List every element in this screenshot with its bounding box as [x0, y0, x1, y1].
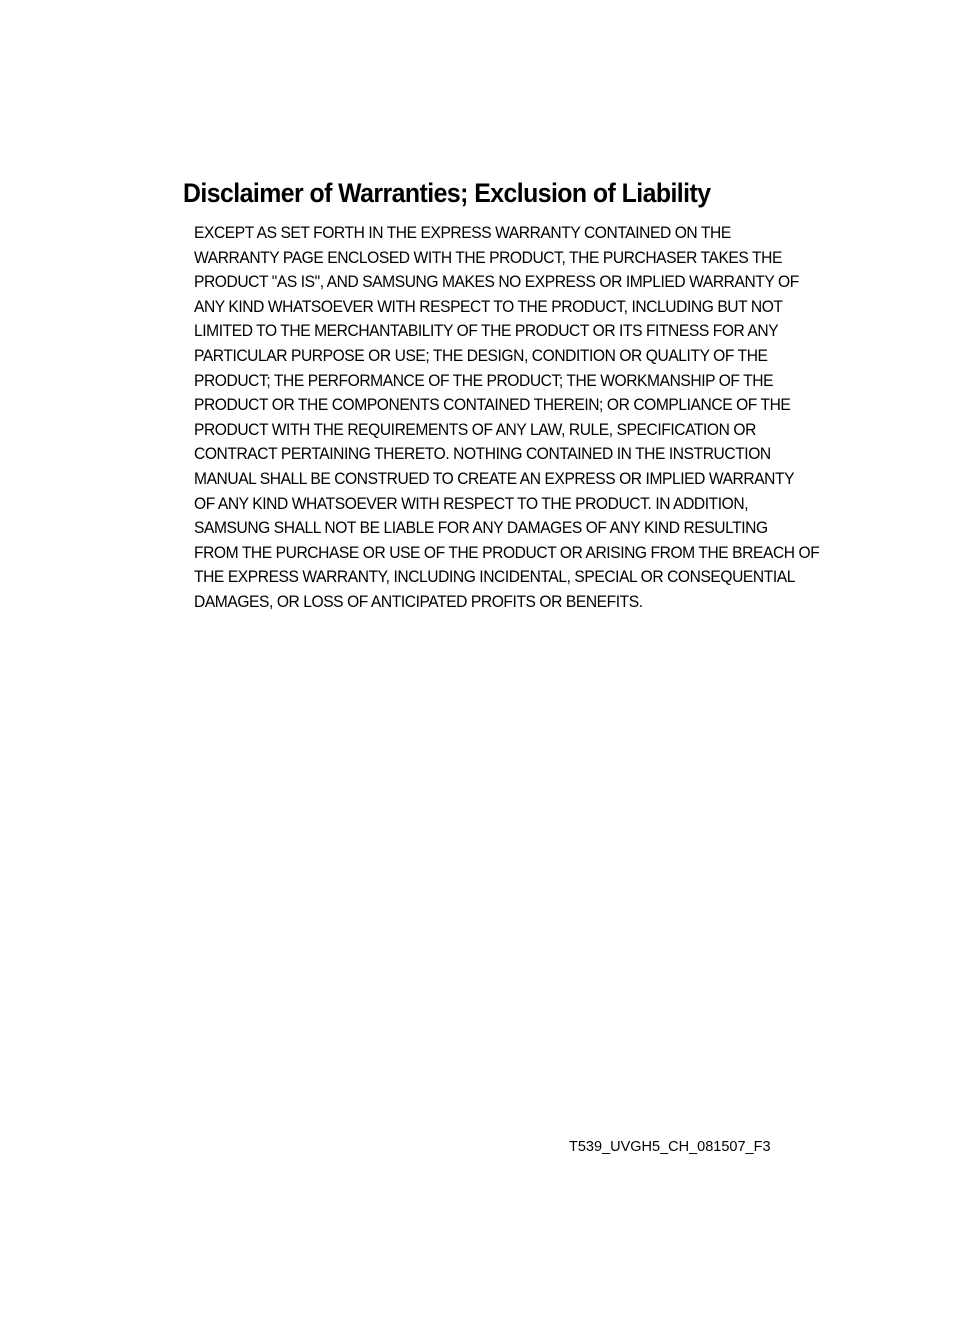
paragraph-line: PARTICULAR PURPOSE OR USE; THE DESIGN, CONDITION OR QUALITY OF THE	[194, 346, 768, 365]
paragraph-line: EXCEPT AS SET FORTH IN THE EXPRESS WARRANTY CONTAINED ON THE	[194, 224, 731, 242]
disclaimer-paragraph	[194, 221, 820, 615]
paragraph-line: PRODUCT WITH THE REQUIREMENTS OF ANY LAW, RULE, SPECIFICATION OR	[194, 420, 756, 439]
paragraph-line: THE EXPRESS WARRANTY, INCLUDING INCIDENTAL, SPECIAL OR CONSEQUENTIAL	[194, 568, 795, 587]
paragraph-line: PRODUCT OR THE COMPONENTS CONTAINED THEREIN; OR COMPLIANCE OF THE	[194, 396, 791, 415]
page-title: Disclaimer of Warranties; Exclusion of Liability	[183, 178, 711, 208]
paragraph-line: WARRANTY PAGE ENCLOSED WITH THE PRODUCT, THE PURCHASER TAKES THE	[194, 248, 782, 267]
paragraph-line: SAMSUNG SHALL NOT BE LIABLE FOR ANY DAMAGES OF ANY KIND RESULTING	[194, 519, 768, 538]
paragraph-line: OF ANY KIND WHATSOEVER WITH RESPECT TO THE PRODUCT. IN ADDITION,	[194, 494, 749, 513]
paragraph-line: LIMITED TO THE MERCHANTABILITY OF THE PRODUCT OR ITS FITNESS FOR ANY	[194, 322, 779, 341]
paragraph-line: MANUAL SHALL BE CONSTRUED TO CREATE AN EXPRESS OR IMPLIED WARRANTY	[194, 469, 795, 488]
paragraph-line: CONTRACT PERTAINING THERETO. NOTHING CONTAINED IN THE INSTRUCTION	[194, 445, 771, 464]
paragraph-line: DAMAGES, OR LOSS OF ANTICIPATED PROFITS OR BENEFITS.	[194, 592, 643, 611]
document-code: T539_UVGH5_CH_081507_F3	[569, 1139, 771, 1155]
paragraph-line: PRODUCT "AS IS", AND SAMSUNG MAKES NO EXPRESS OR IMPLIED WARRANTY OF	[194, 273, 799, 292]
paragraph-line: ANY KIND WHATSOEVER WITH RESPECT TO THE PRODUCT, INCLUDING BUT NOT	[194, 297, 783, 316]
paragraph-line: FROM THE PURCHASE OR USE OF THE PRODUCT OR ARISING FROM THE BREACH OF	[194, 543, 820, 562]
paragraph-line: PRODUCT; THE PERFORMANCE OF THE PRODUCT; THE WORKMANSHIP OF THE	[194, 371, 774, 390]
